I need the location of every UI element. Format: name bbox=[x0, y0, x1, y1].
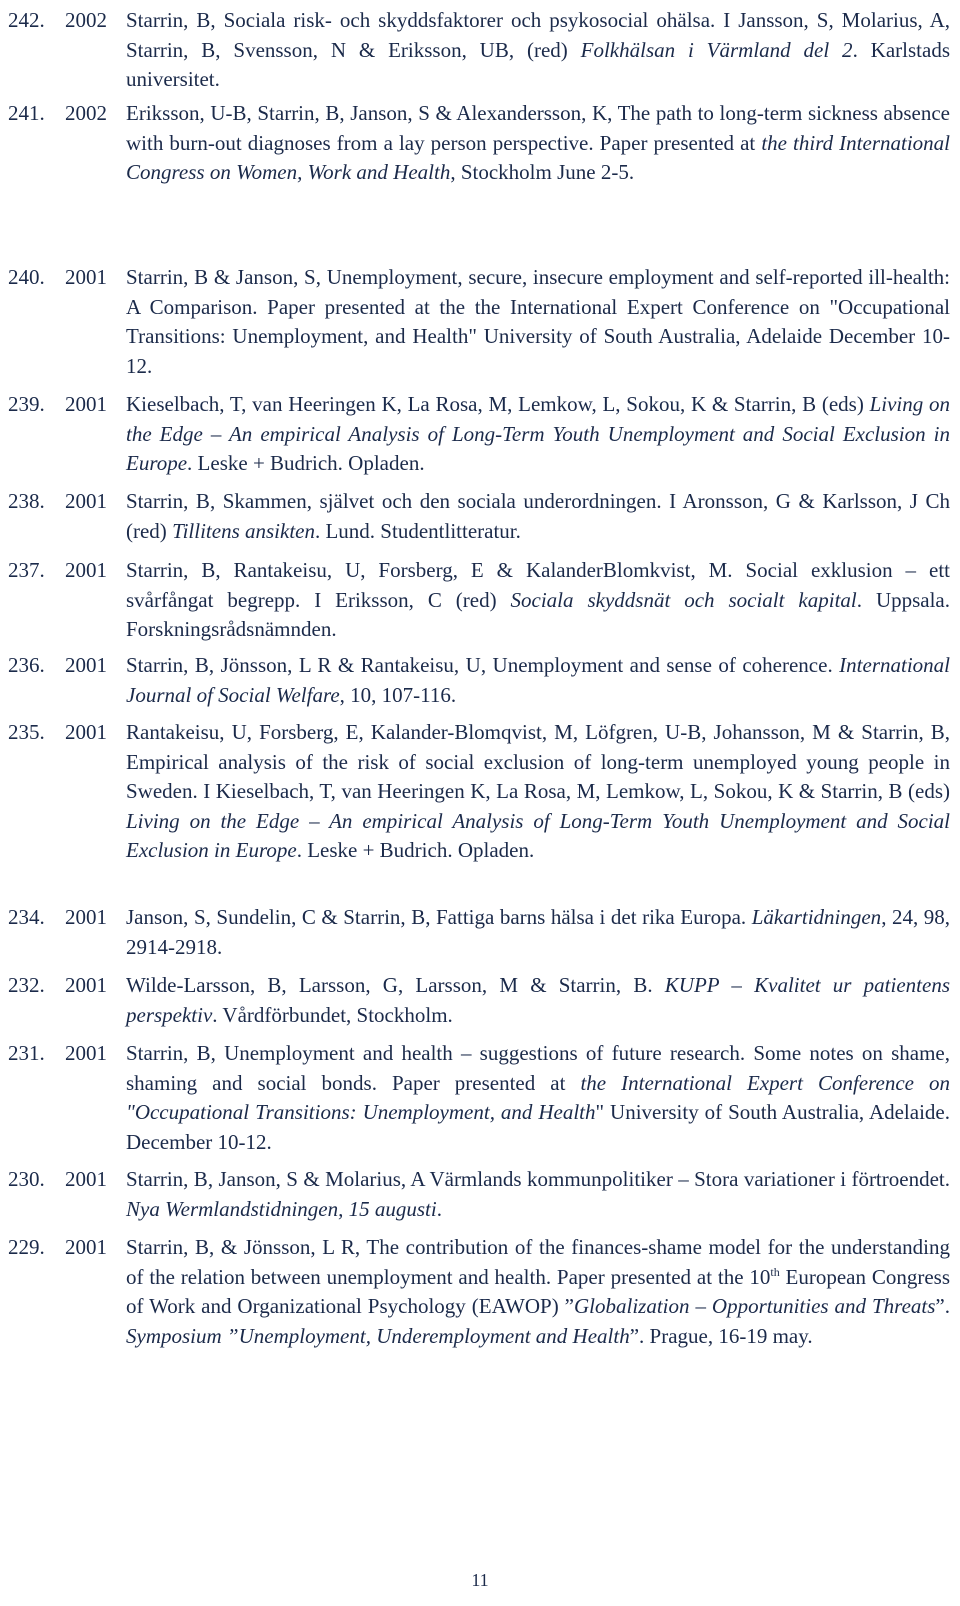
reference-text-segment: , 10, 107-116. bbox=[339, 682, 457, 707]
reference-year: 2001 bbox=[65, 1235, 107, 1259]
reference-number: 229. bbox=[8, 1235, 45, 1259]
reference-text-segment: . Lund. Studentlitteratur. bbox=[314, 518, 521, 543]
reference-year: 2002 bbox=[65, 8, 107, 32]
reference-year: 2001 bbox=[65, 905, 107, 929]
reference-title-italic: Läkartidningen bbox=[751, 905, 882, 929]
reference-text-segment: . Vårdförbundet, Stockholm. bbox=[212, 1002, 453, 1027]
reference-year: 2002 bbox=[65, 101, 107, 125]
reference-text bbox=[126, 903, 950, 962]
reference-year: 2001 bbox=[65, 558, 107, 582]
reference-entry bbox=[8, 1039, 950, 1157]
reference-text-segment: Starrin, B, Janson, S & Molarius, A Värmlands kommunpolitiker – Stora variationer i förtroendet. bbox=[126, 1167, 950, 1191]
reference-text-segment: Starrin, B, Sociala risk- och skyddsfaktorer och psykosocial ohälsa. I Jansson, S, Molarius, A, Starrin, B, Svensson, N & Eriksson, UB, (red) bbox=[126, 8, 950, 62]
reference-title-italic: Symposium ”Unemployment, Underemployment and Health bbox=[126, 1323, 630, 1348]
reference-text-segment: " University of South Australia, Adelaide. December 10-12. bbox=[126, 1100, 950, 1154]
reference-text bbox=[126, 971, 950, 1030]
reference-text-segment: , Stockholm June 2-5. bbox=[450, 160, 635, 184]
reference-title-italic: Globalization – Opportunities and Threats bbox=[574, 1294, 936, 1318]
reference-entry bbox=[8, 1233, 950, 1351]
reference-text-segment: Starrin, B, Rantakeisu, U, Forsberg, E & KalanderBlomkvist, M. Social exklusion – ett svårfångat begrepp. I Eriksson, C (red) bbox=[126, 558, 950, 612]
reference-title-italic: the International Expert Conference on "Occupational Transitions: Unemployment, and Health bbox=[126, 1070, 950, 1124]
reference-text-segment: . Leske + Budrich. Opladen. bbox=[187, 451, 425, 475]
reference-year: 2001 bbox=[65, 973, 107, 997]
reference-title-italic: Tillitens ansikten bbox=[172, 518, 315, 543]
reference-number: 242. bbox=[8, 8, 45, 32]
reference-entry bbox=[8, 971, 950, 1030]
reference-text-segment: Starrin, B, & Jönsson, L R, The contribution of the finances-shame model for the understanding of the relation between unemployment and health. Paper presented at the 10 bbox=[126, 1235, 950, 1289]
reference-entry bbox=[8, 99, 950, 188]
reference-text-segment: Wilde-Larsson, B, Larsson, G, Larsson, M & Starrin, B. bbox=[126, 973, 665, 997]
reference-title-italic: KUPP – Kvalitet ur patientens perspektiv bbox=[126, 973, 950, 1027]
reference-entry bbox=[8, 903, 950, 962]
reference-year: 2001 bbox=[65, 1041, 107, 1065]
reference-entry bbox=[8, 6, 950, 95]
reference-title-italic: Nya Wermlandstidningen, 15 augusti bbox=[126, 1196, 437, 1221]
reference-text-segment: Starrin, B, Jönsson, L R & Rantakeisu, U, Unemployment and sense of coherence. bbox=[126, 653, 840, 677]
reference-text bbox=[126, 1233, 950, 1351]
reference-title-italic: International Journal of Social Welfare bbox=[126, 653, 950, 707]
reference-text bbox=[126, 1165, 950, 1224]
reference-text-segment: , 24, 98, 2914-2918. bbox=[126, 905, 950, 959]
reference-number: 230. bbox=[8, 1167, 45, 1191]
reference-text-segment: . Leske + Budrich. Opladen. bbox=[296, 838, 535, 862]
reference-entry bbox=[8, 1165, 950, 1224]
reference-number: 235. bbox=[8, 720, 45, 744]
reference-year: 2001 bbox=[65, 653, 107, 677]
reference-number: 237. bbox=[8, 558, 45, 582]
reference-number: 231. bbox=[8, 1041, 45, 1065]
reference-year: 2001 bbox=[65, 720, 107, 744]
reference-number: 239. bbox=[8, 392, 45, 416]
reference-year: 2001 bbox=[65, 265, 107, 289]
reference-text-segment: Starrin, B & Janson, S, Unemployment, secure, insecure employment and self-reported ill-health: A Comparison. Paper presented at the the International Expert Conference on "Occupational Transitions: Unemployment, and Health" University of South Australia, Adelaide December 10-12. bbox=[126, 265, 950, 378]
reference-text bbox=[126, 556, 950, 645]
reference-entry bbox=[8, 390, 950, 479]
reference-entry bbox=[8, 651, 950, 710]
reference-text bbox=[126, 6, 950, 95]
reference-year: 2001 bbox=[65, 1167, 107, 1191]
reference-text-segment: European Congress of Work and Organizational Psychology (EAWOP) ” bbox=[126, 1264, 950, 1318]
reference-number: 234. bbox=[8, 905, 45, 929]
reference-entry bbox=[8, 718, 950, 866]
reference-text-segment: Starrin, B, Unemployment and health – suggestions of future research. Some notes on shame, shaming and social bonds. Paper presented at bbox=[126, 1041, 950, 1095]
reference-entry bbox=[8, 263, 950, 381]
reference-number: 241. bbox=[8, 101, 45, 125]
reference-number: 238. bbox=[8, 489, 45, 513]
reference-text-segment: Eriksson, U-B, Starrin, B, Janson, S & Alexandersson, K, The path to long-term sickness absence with burn-out diagnoses from a lay person perspective. Paper presented at bbox=[126, 101, 950, 155]
reference-title-italic: Sociala skyddsnät och socialt kapital bbox=[510, 587, 857, 612]
reference-entry bbox=[8, 487, 950, 546]
reference-text-segment: ”. bbox=[935, 1294, 950, 1318]
reference-text bbox=[126, 263, 950, 381]
reference-number: 232. bbox=[8, 973, 45, 997]
reference-text-segment: th bbox=[770, 1264, 780, 1279]
reference-text bbox=[126, 390, 950, 479]
reference-text-segment: Starrin, B, Skammen, självet och den sociala underordningen. I Aronsson, G & Karlsson, J Ch (red) bbox=[126, 489, 950, 543]
reference-title-italic: Living on the Edge – An empirical Analysis of Long-Term Youth Unemployment and Social Exclusion in Europe bbox=[126, 808, 950, 862]
reference-year: 2001 bbox=[65, 489, 107, 513]
reference-text bbox=[126, 1039, 950, 1157]
reference-text-segment: Rantakeisu, U, Forsberg, E, Kalander-Blomqvist, M, Löfgren, U-B, Johansson, M & Starrin, B, Empirical analysis of the risk of social exclusion of long-term unemployed young people in Sweden. I Kieselbach, T, van Heeringen K, La Rosa, M, Lemkow, L, Sokou, K & Starrin, B (eds) bbox=[126, 720, 950, 803]
reference-number: 240. bbox=[8, 265, 45, 289]
reference-text bbox=[126, 718, 950, 866]
reference-text-segment: . bbox=[436, 1196, 442, 1221]
reference-text-segment: ”. Prague, 16-19 may. bbox=[629, 1323, 813, 1348]
reference-title-italic: Living on the Edge – An empirical Analysis of Long-Term Youth Unemployment and Social Exclusion in Europe bbox=[126, 392, 950, 475]
reference-entry bbox=[8, 556, 950, 645]
reference-text-segment: Kieselbach, T, van Heeringen K, La Rosa, M, Lemkow, L, Sokou, K & Starrin, B (eds) bbox=[126, 392, 870, 416]
reference-text bbox=[126, 487, 950, 546]
reference-text-segment: . Karlstads universitet. bbox=[126, 37, 950, 91]
page-number: 11 bbox=[471, 1570, 489, 1590]
reference-text-segment: . Uppsala. Forskningsrådsnämnden. bbox=[126, 587, 951, 641]
reference-text bbox=[126, 99, 950, 188]
reference-year: 2001 bbox=[65, 392, 107, 416]
reference-title-italic: the third International Congress on Women, Work and Health bbox=[126, 130, 950, 184]
reference-number: 236. bbox=[8, 653, 45, 677]
reference-text bbox=[126, 651, 950, 710]
reference-title-italic: Folkhälsan i Värmland del 2 bbox=[580, 37, 853, 62]
reference-text-segment: Janson, S, Sundelin, C & Starrin, B, Fattiga barns hälsa i det rika Europa. bbox=[126, 905, 752, 929]
